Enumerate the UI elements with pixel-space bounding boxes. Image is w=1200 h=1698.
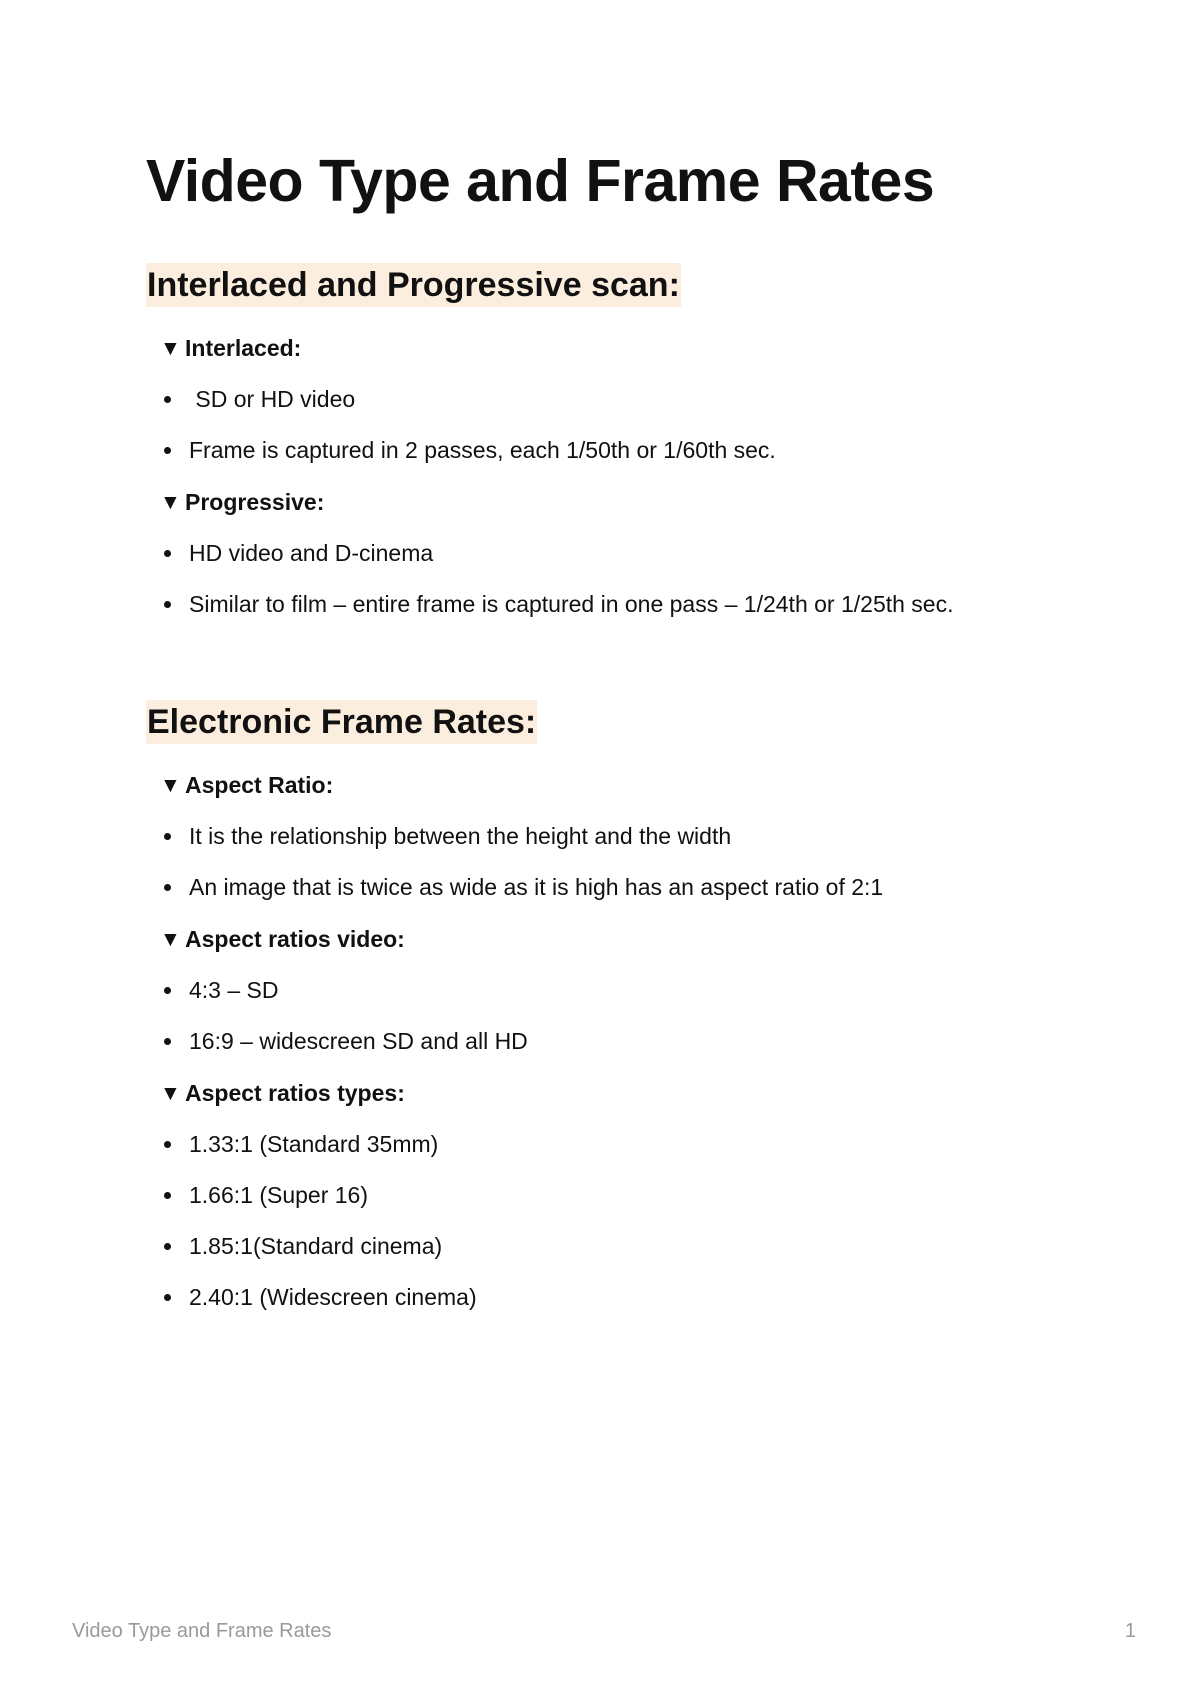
- list-item-text: An image that is twice as wide as it is high has an aspect ratio of 2:1: [189, 874, 884, 900]
- bullet-icon: [164, 396, 171, 403]
- list-item-text: 16:9 – widescreen SD and all HD: [189, 1028, 528, 1054]
- bullet-icon: [164, 1141, 171, 1148]
- bullet-icon: [164, 1243, 171, 1250]
- section-heading-electronic-frame-rates: Electronic Frame Rates:: [146, 700, 537, 744]
- bullet-icon: [164, 1192, 171, 1199]
- list-item: [160, 528, 1060, 579]
- section-heading-interlaced-progressive: Interlaced and Progressive scan:: [146, 263, 681, 307]
- toggle-triangle-icon[interactable]: ▼: [160, 927, 181, 951]
- list-item-text: 1.85:1(Standard cinema): [189, 1233, 443, 1259]
- list-item: [160, 1016, 1060, 1067]
- toggle-triangle-icon[interactable]: ▼: [160, 490, 181, 514]
- list-item: [160, 579, 1060, 630]
- list-item-text: 4:3 – SD: [189, 977, 279, 1003]
- list-item-text: HD video and D-cinema: [189, 540, 434, 566]
- bullet-icon: [164, 1294, 171, 1301]
- toggle-triangle-icon[interactable]: ▼: [160, 336, 181, 360]
- toggle-label: Aspect ratios video:: [185, 925, 405, 952]
- list-item-text: Similar to film – entire frame is captured in one pass – 1/24th or 1/25th sec.: [189, 591, 954, 617]
- list-item-text: Frame is captured in 2 passes, each 1/50th or 1/60th sec.: [189, 437, 776, 463]
- list-item-text: SD or HD video: [189, 386, 356, 412]
- list-item: [160, 1272, 1060, 1323]
- page-title: Video Type and Frame Rates: [146, 148, 935, 214]
- footer-page-number: 1: [1124, 1620, 1136, 1642]
- toggle-interlaced[interactable]: [160, 322, 1060, 374]
- list-item: [160, 374, 1060, 425]
- bullet-icon: [164, 550, 171, 557]
- toggle-label: Aspect ratios types:: [185, 1079, 405, 1106]
- section-body-electronic-frame-rates: [160, 759, 1060, 1323]
- toggle-label: Interlaced:: [185, 334, 302, 361]
- toggle-triangle-icon[interactable]: ▼: [160, 773, 181, 797]
- toggle-label: Progressive:: [185, 488, 325, 515]
- list-item-text: It is the relationship between the height and the width: [189, 823, 732, 849]
- bullet-icon: [164, 987, 171, 994]
- toggle-label: Aspect Ratio:: [185, 771, 334, 798]
- toggle-aspect-ratios-video[interactable]: [160, 913, 1060, 965]
- list-item: [160, 811, 1060, 862]
- list-item: [160, 1221, 1060, 1272]
- list-item-text: 1.66:1 (Super 16): [189, 1182, 369, 1208]
- bullet-icon: [164, 447, 171, 454]
- toggle-aspect-ratios-types[interactable]: [160, 1067, 1060, 1119]
- bullet-icon: [164, 601, 171, 608]
- bullet-icon: [164, 884, 171, 891]
- list-item: [160, 1119, 1060, 1170]
- list-item: [160, 425, 1060, 476]
- bullet-icon: [164, 1038, 171, 1045]
- list-item: [160, 1170, 1060, 1221]
- toggle-aspect-ratio[interactable]: [160, 759, 1060, 811]
- list-item-text: 1.33:1 (Standard 35mm): [189, 1131, 439, 1157]
- section-body-interlaced-progressive: [160, 322, 1060, 630]
- list-item: [160, 965, 1060, 1016]
- list-item: [160, 862, 1060, 913]
- toggle-triangle-icon[interactable]: ▼: [160, 1081, 181, 1105]
- footer-document-title: Video Type and Frame Rates: [72, 1620, 332, 1642]
- bullet-icon: [164, 833, 171, 840]
- list-item-text: 2.40:1 (Widescreen cinema): [189, 1284, 477, 1310]
- toggle-progressive[interactable]: [160, 476, 1060, 528]
